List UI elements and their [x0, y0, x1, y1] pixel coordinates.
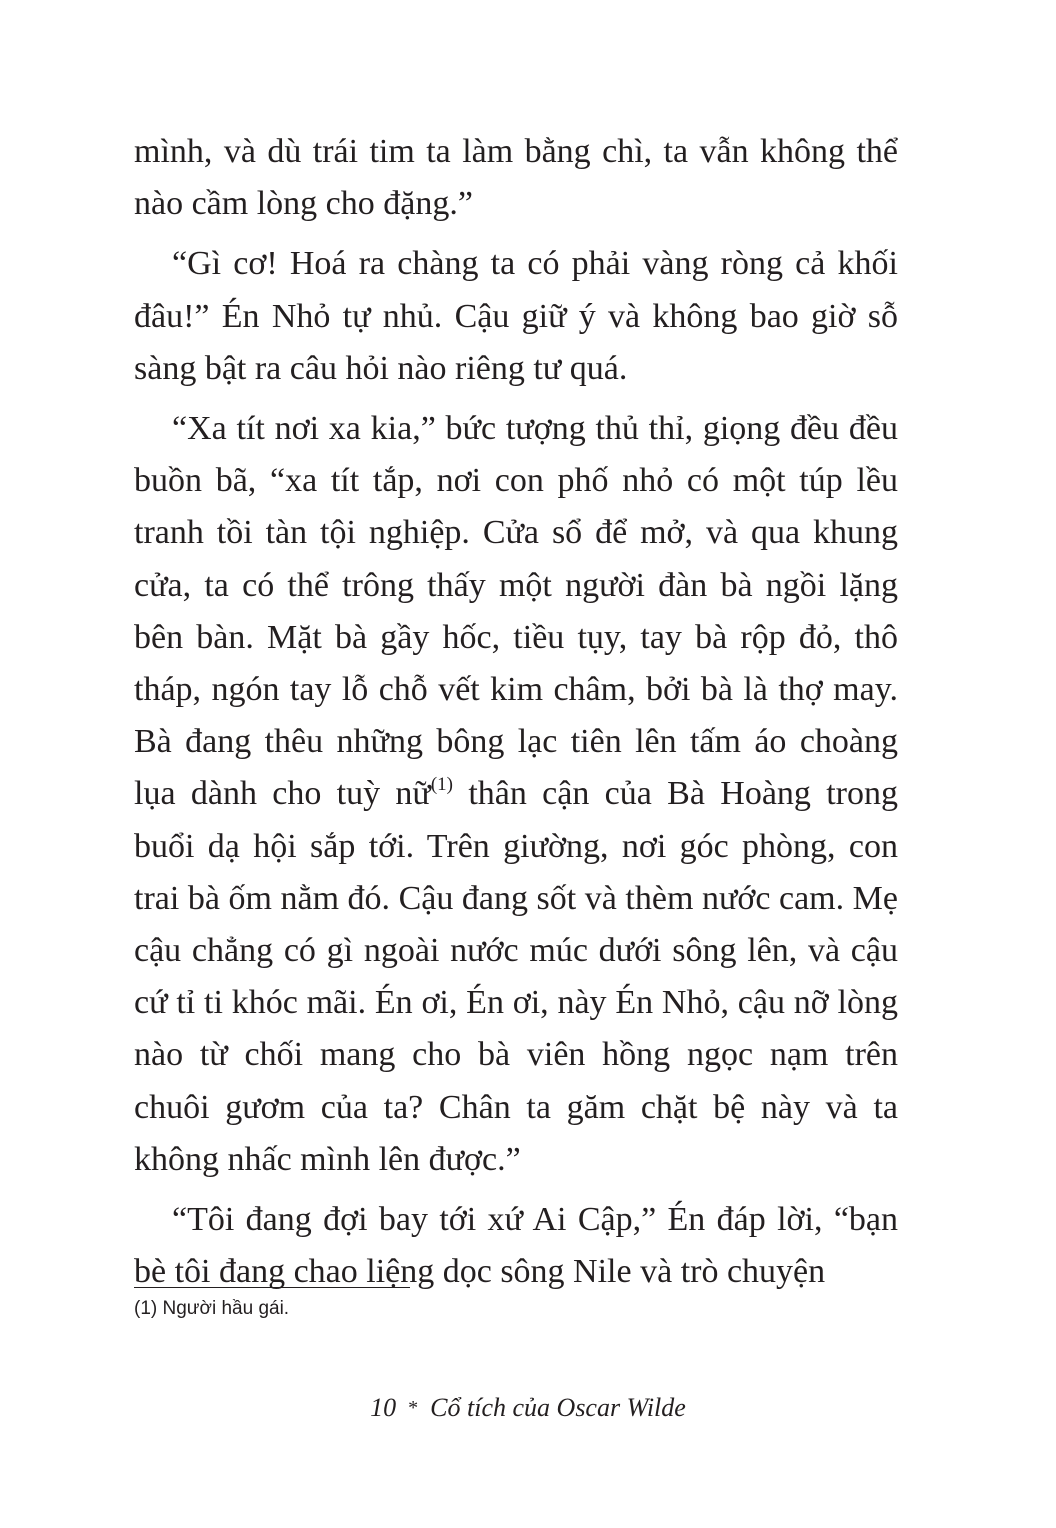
page-number: 10	[370, 1393, 397, 1422]
paragraph: “Tôi đang đợi bay tới xứ Ai Cập,” Én đáp lời, “bạn bè tôi đang chao liệng dọc sông Nile và trò chuyện	[134, 1201, 898, 1291]
footer-separator: *	[408, 1397, 419, 1419]
footnote: (1) Người hầu gái.	[134, 1298, 290, 1319]
running-footer	[0, 1392, 1056, 1424]
book-title: Cổ tích của Oscar Wilde	[430, 1393, 686, 1422]
paragraph-with-footnote	[134, 403, 898, 1186]
body-text	[134, 126, 898, 1306]
paragraph-text-before-ref: “Xa tít nơi xa kia,” bức tượng thủ thỉ, giọng đều đều buồn bã, “xa tít tắp, nơi con phố nhỏ có một túp lều tranh tồi tàn tội nghiệp. Cửa sổ để mở, và qua khung cửa, ta có thể trông thấy một người đàn bà ngồi lặng bên bàn. Mặt bà gầy hốc, tiều tụy, tay bà rộp đỏ, thô tháp, ngón tay lỗ chỗ vết kim châm, bởi bà là thợ may. Bà đang thêu những bông lạc tiên lên tấm áo choàng lụa dành cho tuỳ nữ	[134, 410, 898, 813]
paragraph-continued: mình, và dù trái tim ta làm bằng chì, ta vẫn không thể nào cầm lòng cho đặng.”	[134, 133, 898, 223]
paragraph-text-after-ref: thân cận của Bà Hoàng trong buổi dạ hội sắp tới. Trên giường, nơi góc phòng, con trai bà ốm nằm đó. Cậu đang sốt và thèm nước cam. Mẹ cậu chẳng có gì ngoài nước múc dưới sông lên, và cậu cứ tỉ ti khóc mãi. Én ơi, Én ơi, này Én Nhỏ, cậu nỡ lòng nào từ chối mang cho bà viên hồng ngọc nạm trên chuôi gươm của ta? Chân ta găm chặt bệ này và ta không nhấc mình lên được.”	[134, 775, 898, 1178]
paragraph: “Gì cơ! Hoá ra chàng ta có phải vàng ròng cả khối đâu!” Én Nhỏ tự nhủ. Cậu giữ ý và không bao giờ sỗ sàng bật ra câu hỏi nào riêng tư quá.	[134, 245, 898, 387]
footnote-divider	[134, 1287, 410, 1288]
footnote-reference[interactable]: (1)	[430, 774, 454, 796]
